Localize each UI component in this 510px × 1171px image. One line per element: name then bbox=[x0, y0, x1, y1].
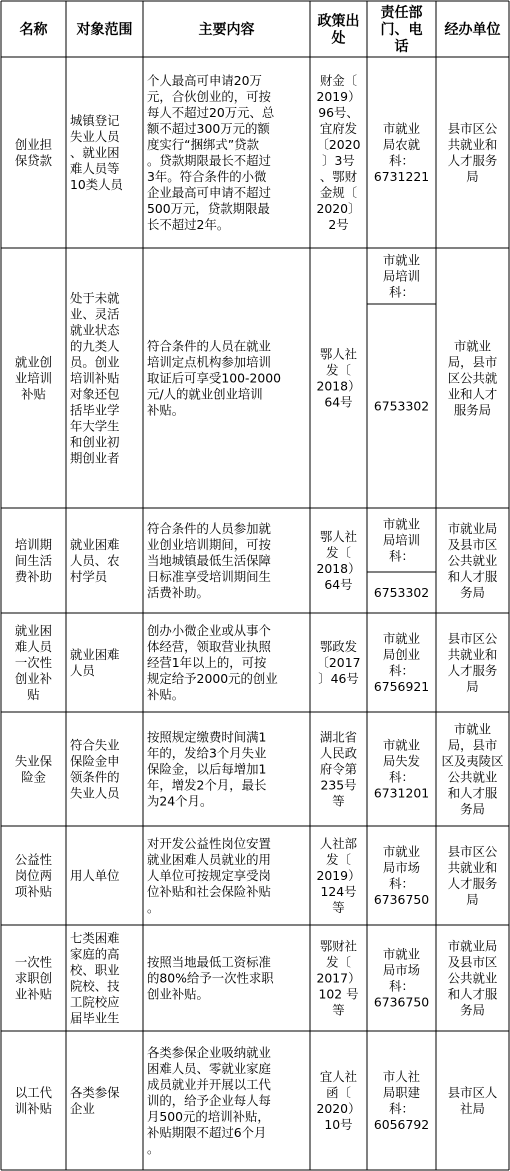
scope-cell bbox=[70, 868, 120, 883]
agency-cell-line: 共就业和 bbox=[447, 859, 498, 875]
dept-phone-cell-line: 6753302 bbox=[373, 398, 430, 414]
agency-cell-line: 市就业 bbox=[453, 721, 492, 737]
dept-cell-line: 局市场 bbox=[382, 859, 421, 875]
dept-cell bbox=[374, 1069, 429, 1132]
policy-cell-line: 财金〔 bbox=[319, 72, 358, 88]
name-cell-line: 补贴 bbox=[21, 386, 46, 402]
agency-cell-line: 共就业和 bbox=[447, 136, 498, 152]
header-label: 名称 bbox=[19, 22, 48, 38]
scope-cell-line: 符合失业 bbox=[70, 737, 120, 753]
header-cell bbox=[199, 21, 255, 38]
content-cell-line: 月500元的培训补贴， bbox=[147, 1108, 270, 1124]
content-cell-line: 度实行“捆绑式”贷款 bbox=[147, 136, 259, 152]
scope-cell bbox=[70, 290, 120, 465]
name-cell-line: 就业创 bbox=[14, 354, 53, 370]
policy-cell-line: 人民政 bbox=[319, 745, 358, 761]
policy-cell bbox=[317, 836, 361, 915]
dept-cell-line: 市就业 bbox=[382, 630, 421, 646]
scope-cell-line: 人员、农 bbox=[70, 552, 120, 568]
name-cell-line: 险金 bbox=[21, 769, 46, 785]
scope-cell-line: 七类困难 bbox=[70, 930, 120, 946]
content-cell-line: 补贴。 bbox=[147, 686, 185, 702]
name-cell-line: 难人员 bbox=[14, 638, 53, 654]
content-cell-line: 。 bbox=[147, 899, 160, 915]
scope-cell bbox=[70, 1085, 120, 1116]
agency-cell bbox=[448, 121, 498, 184]
content-cell bbox=[147, 1045, 272, 1156]
policy-cell-line: 2018） bbox=[316, 560, 361, 576]
dept-cell-line: 市就业 bbox=[382, 946, 421, 962]
scope-cell-line: 工院校应 bbox=[70, 994, 120, 1010]
name-cell-line: 一次性 bbox=[14, 954, 53, 970]
header-cell bbox=[445, 21, 501, 38]
dept-cell bbox=[383, 252, 421, 299]
scope-cell-line: 人员 bbox=[70, 662, 95, 678]
dept-cell-line: 6056792 bbox=[373, 1116, 430, 1132]
policy-cell-line: 鄂政发 bbox=[319, 638, 358, 654]
content-cell-line: 。 bbox=[147, 1140, 160, 1156]
policy-cell-line: 鄂人社 bbox=[319, 346, 358, 362]
content-cell-line: 各类参保企业吸纳就业 bbox=[147, 1044, 271, 1060]
scope-cell-line: 校、职业 bbox=[70, 962, 120, 978]
agency-cell-line: 服务局 bbox=[453, 402, 492, 418]
policy-cell-line: 鄂人社 bbox=[319, 528, 358, 544]
content-cell-line: 年的，发给3个月失业 bbox=[147, 745, 267, 761]
content-cell-line: 补贴。 bbox=[147, 402, 185, 418]
content-cell-line: 符合条件的人员参加就 bbox=[147, 520, 271, 536]
policy-cell-line: 宜人社 bbox=[319, 1068, 358, 1084]
dept-cell-line: 局培训 bbox=[382, 268, 421, 284]
policy-cell-line: 、鄂财 bbox=[319, 168, 358, 184]
header-cell bbox=[381, 4, 423, 55]
content-cell bbox=[147, 623, 278, 702]
scope-cell-line: 员。创业 bbox=[70, 354, 120, 370]
agency-cell-line: 市就业局 bbox=[447, 520, 498, 536]
scope-cell bbox=[70, 113, 125, 192]
content-cell-line: 体经营，领取营业执照 bbox=[147, 638, 271, 654]
dept-phone-cell bbox=[374, 398, 429, 413]
content-cell-line: 训的，给予企业每人每 bbox=[147, 1092, 271, 1108]
dept-cell-line: 科： bbox=[389, 1100, 414, 1116]
name-cell-line: 岗位两 bbox=[14, 867, 53, 883]
content-cell-line: 培训定点机构参加培训 bbox=[147, 354, 271, 370]
agency-cell-line: 公共就业 bbox=[447, 552, 498, 568]
dept-phone-cell-line: 6753302 bbox=[373, 584, 430, 600]
scope-cell-line: 业、灵活 bbox=[70, 306, 120, 322]
content-cell-line: 对开发公益性岗位安置 bbox=[147, 835, 271, 851]
header-label: 处 bbox=[331, 30, 346, 47]
content-cell-line: 人单位可按规定享受岗 bbox=[147, 867, 271, 883]
content-cell-line: 日标准享受培训期间生 bbox=[147, 568, 271, 584]
policy-cell-line: 湖北省 bbox=[319, 729, 358, 745]
header-cell bbox=[20, 21, 49, 38]
policy-cell-line: 〕3号 bbox=[322, 152, 355, 168]
scope-cell-line: 领条件的 bbox=[70, 769, 120, 785]
content-cell-line: 企业最高可申请不超过 bbox=[147, 184, 271, 200]
agency-cell-line: 县市区公 bbox=[447, 843, 498, 859]
policy-cell-line: 10号 bbox=[324, 1116, 353, 1132]
agency-cell-line: 务局 bbox=[460, 801, 485, 817]
content-cell-line: 保险金，以后每增加1 bbox=[147, 761, 267, 777]
scope-cell-line: 培训补贴 bbox=[70, 370, 120, 386]
content-cell bbox=[147, 338, 281, 417]
agency-cell-line: 局 bbox=[466, 168, 479, 184]
policy-cell-line: 等 bbox=[332, 1002, 345, 1018]
content-cell-line: 经营1年以上的，可按 bbox=[147, 654, 267, 670]
dept-cell-line: 局创业 bbox=[382, 646, 421, 662]
scope-cell-line: 用人单位 bbox=[70, 867, 120, 883]
agency-cell-line: 和人才服 bbox=[447, 785, 498, 801]
agency-cell-line: 区及夷陵区 bbox=[441, 753, 504, 769]
policy-cell-line: 〔2017 bbox=[316, 654, 361, 670]
dept-cell-line: 局市场 bbox=[382, 962, 421, 978]
dept-cell bbox=[383, 516, 421, 563]
name-cell-line: 创业担 bbox=[14, 136, 53, 152]
content-cell-line: 的80%给予一次性求职 bbox=[147, 970, 274, 986]
content-cell bbox=[147, 521, 272, 600]
name-cell-line: 就业困 bbox=[14, 622, 53, 638]
policy-cell bbox=[317, 1069, 361, 1132]
header-label: 经办单位 bbox=[444, 22, 501, 38]
dept-cell bbox=[374, 631, 429, 694]
policy-cell-line: 2020） bbox=[316, 1100, 361, 1116]
dept-cell-line: 科： bbox=[389, 662, 414, 678]
scope-cell-line: 村学员 bbox=[70, 568, 108, 584]
agency-cell-line: 县市区公 bbox=[447, 630, 498, 646]
content-cell-line: 500万元，贷款期限最 bbox=[147, 200, 270, 216]
content-cell-line: 长不超过2年。 bbox=[147, 216, 230, 232]
dept-phone-cell bbox=[374, 585, 429, 600]
name-cell-line: 间生活 bbox=[14, 552, 53, 568]
name-cell bbox=[15, 852, 53, 899]
content-cell-line: 。贷款期限最长不超过 bbox=[147, 152, 271, 168]
dept-cell-line: 市就业 bbox=[382, 120, 421, 136]
agency-cell-line: 局，县市 bbox=[447, 354, 498, 370]
content-cell-line: 困难人员、零就业家庭 bbox=[147, 1060, 271, 1076]
scope-cell-line: 期创业者 bbox=[70, 450, 120, 466]
policy-cell-line: 等 bbox=[332, 899, 345, 915]
agency-cell bbox=[448, 521, 498, 600]
content-cell-line: 当地城镇最低生活保障 bbox=[147, 552, 271, 568]
dept-cell-line: 市就业 bbox=[382, 843, 421, 859]
name-cell-line: 公益性 bbox=[14, 851, 53, 867]
agency-cell-line: 务局 bbox=[460, 584, 485, 600]
name-cell bbox=[15, 954, 53, 1001]
dept-cell-line: 6731201 bbox=[373, 785, 430, 801]
policy-cell bbox=[317, 73, 361, 232]
agency-cell-line: 人才服务 bbox=[447, 662, 498, 678]
policy-cell-line: 235号 bbox=[320, 777, 357, 793]
content-cell-line: 为24个月。 bbox=[147, 793, 213, 809]
name-cell-line: 费补助 bbox=[14, 568, 53, 584]
policy-cell bbox=[317, 938, 361, 1017]
name-cell-line: 训补贴 bbox=[14, 1100, 53, 1116]
name-cell-line: 失业保 bbox=[14, 753, 53, 769]
dept-cell-line: 6756921 bbox=[373, 678, 430, 694]
content-cell-line: 每人不超过20万元、总 bbox=[147, 104, 275, 120]
policy-cell-line: 124号 bbox=[320, 883, 357, 899]
content-cell-line: 符合条件的人员在就业 bbox=[147, 338, 271, 354]
policy-cell-line: 〕46号 bbox=[318, 670, 359, 686]
agency-cell-line: 局 bbox=[466, 891, 479, 907]
name-cell-line: 求职创 bbox=[14, 970, 53, 986]
content-cell-line: 就业困难人员就业的用 bbox=[147, 851, 271, 867]
name-cell-line: 业培训 bbox=[14, 370, 53, 386]
content-cell-line: 元/人的就业创业培训 bbox=[147, 386, 263, 402]
scope-cell-line: 届毕业生 bbox=[70, 1010, 120, 1026]
agency-cell-line: 人才服务 bbox=[447, 152, 498, 168]
policy-cell bbox=[317, 529, 361, 592]
scope-cell-line: 难人员等 bbox=[70, 160, 120, 176]
policy-cell-line: 102 号 bbox=[318, 986, 359, 1002]
content-cell-line: 年，增发2个月，最长 bbox=[147, 777, 267, 793]
content-cell bbox=[147, 836, 271, 915]
scope-cell-line: 院校、技 bbox=[70, 978, 120, 994]
header-label: 对象范围 bbox=[76, 22, 133, 38]
content-cell-line: 规定给予2000元的创业 bbox=[147, 670, 278, 686]
dept-cell bbox=[374, 737, 429, 800]
scope-cell-line: 、就业困 bbox=[70, 144, 120, 160]
content-cell-line: 补贴期限不超过6个月 bbox=[147, 1124, 267, 1140]
dept-cell-line: 局职建 bbox=[382, 1084, 421, 1100]
agency-cell bbox=[448, 338, 498, 417]
agency-cell bbox=[448, 631, 498, 694]
scope-cell bbox=[70, 647, 120, 678]
policy-cell-line: 2号 bbox=[328, 216, 349, 232]
dept-cell-line: 科： bbox=[389, 548, 414, 564]
name-cell-line: 创业补 bbox=[14, 670, 53, 686]
agency-cell-line: 社局 bbox=[460, 1100, 485, 1116]
header-label: 政策出 bbox=[317, 13, 360, 30]
scope-cell-line: 失业人员 bbox=[70, 128, 120, 144]
policy-cell-line: 〔2020 bbox=[316, 136, 361, 152]
scope-cell-line: 处于未就 bbox=[70, 290, 120, 306]
header-label: 话 bbox=[394, 39, 409, 55]
dept-cell bbox=[374, 946, 429, 1009]
scope-cell-line: 就业困难 bbox=[70, 646, 120, 662]
agency-cell-line: 和人才服 bbox=[447, 568, 498, 584]
policy-cell-line: 2017） bbox=[316, 970, 361, 986]
agency-cell-line: 及县市区 bbox=[447, 536, 498, 552]
agency-cell-line: 和人才服 bbox=[447, 986, 498, 1002]
agency-cell-line: 公共就业 bbox=[447, 769, 498, 785]
name-cell-line: 贴 bbox=[27, 686, 40, 702]
name-cell bbox=[15, 623, 54, 702]
policy-cell-line: 发〔 bbox=[326, 544, 351, 560]
agency-cell-line: 及县市区 bbox=[447, 954, 498, 970]
dept-cell-line: 市就业 bbox=[382, 516, 421, 532]
agency-cell bbox=[448, 1085, 498, 1116]
dept-cell-line: 科： bbox=[389, 284, 414, 300]
dept-cell bbox=[374, 844, 429, 907]
scope-cell-line: 对象还包 bbox=[70, 386, 120, 402]
dept-cell-line: 6736750 bbox=[373, 891, 430, 907]
header-cell bbox=[318, 13, 360, 47]
scope-cell-line: 10类人员 bbox=[70, 176, 123, 192]
content-cell-line: 创业补贴。 bbox=[147, 986, 209, 1002]
policy-cell bbox=[320, 729, 358, 808]
dept-cell-line: 局失发 bbox=[382, 753, 421, 769]
policy-cell-line: 函〔 bbox=[326, 1084, 351, 1100]
policy-cell-line: 发〔 bbox=[326, 362, 351, 378]
dept-cell-line: 6731221 bbox=[373, 168, 430, 184]
agency-cell bbox=[448, 938, 498, 1017]
policy-cell-line: 2019） bbox=[316, 867, 361, 883]
name-cell-line: 以工代 bbox=[14, 1084, 53, 1100]
scope-cell-line: 城镇登记 bbox=[70, 112, 120, 128]
scope-cell-line: 保险金申 bbox=[70, 753, 120, 769]
scope-cell-line: 家庭的高 bbox=[70, 946, 120, 962]
name-cell bbox=[15, 354, 52, 401]
agency-cell-line: 务局 bbox=[460, 1002, 485, 1018]
agency-cell bbox=[448, 844, 498, 907]
dept-cell-line: 市就业 bbox=[382, 252, 421, 268]
scope-cell-line: 失业人员 bbox=[70, 785, 120, 801]
agency-cell bbox=[442, 721, 504, 816]
dept-cell-line: 局农就 bbox=[382, 136, 421, 152]
scope-cell-line: 的九类人 bbox=[70, 338, 120, 354]
policy-cell-line: 96号、 bbox=[318, 104, 359, 120]
name-cell bbox=[15, 537, 52, 584]
scope-cell-line: 就业困难 bbox=[70, 536, 120, 552]
agency-cell-line: 市就业 bbox=[453, 338, 492, 354]
policy-cell-line: 2019） bbox=[316, 88, 361, 104]
policy-cell-line: 人社部 bbox=[319, 835, 358, 851]
scope-cell-line: 括毕业学 bbox=[70, 402, 120, 418]
content-cell-line: 创办小微企业或从事个 bbox=[147, 622, 271, 638]
name-cell bbox=[15, 1085, 53, 1116]
content-cell-line: 元，合伙创业的，可按 bbox=[147, 88, 271, 104]
table-cells bbox=[15, 4, 504, 1156]
agency-cell-line: 业和人才 bbox=[447, 386, 498, 402]
scope-cell-line: 和创业初 bbox=[70, 434, 120, 450]
agency-cell-line: 县市区公 bbox=[447, 120, 498, 136]
policy-cell-line: 金规〔 bbox=[319, 184, 358, 200]
dept-cell-line: 市就业 bbox=[382, 737, 421, 753]
dept-cell-line: 科： bbox=[389, 769, 414, 785]
content-cell-line: 额不超过300万元的额 bbox=[147, 120, 270, 136]
scope-cell bbox=[70, 930, 120, 1025]
dept-cell-line: 市人社 bbox=[382, 1068, 421, 1084]
content-cell-line: 位补贴和社会保险补贴 bbox=[147, 883, 271, 899]
dept-cell-line: 科： bbox=[389, 875, 414, 891]
policy-cell-line: 2020〕 bbox=[316, 200, 361, 216]
name-cell-line: 培训期 bbox=[14, 536, 53, 552]
policy-cell-line: 64号 bbox=[324, 576, 353, 592]
dept-cell-line: 6736750 bbox=[373, 994, 430, 1010]
content-cell-line: 成员就业并开展以工代 bbox=[147, 1076, 271, 1092]
scope-cell-line: 企业 bbox=[70, 1100, 95, 1116]
content-cell-line: 按照规定缴费时间满1 bbox=[147, 729, 267, 745]
scope-cell-line: 就业状态 bbox=[70, 322, 120, 338]
policy-cell-line: 64号 bbox=[324, 394, 353, 410]
header-label: 责任部 bbox=[380, 5, 423, 21]
name-cell-line: 业补贴 bbox=[14, 986, 53, 1002]
header-label: 主要内容 bbox=[198, 22, 255, 38]
policy-cell bbox=[317, 639, 361, 686]
agency-cell-line: 共就业和 bbox=[447, 646, 498, 662]
policy-cell-line: 发〔 bbox=[326, 954, 351, 970]
content-cell-line: 业创业培训期间，可按 bbox=[147, 536, 271, 552]
policy-cell bbox=[317, 346, 361, 409]
policy-cell-line: 发〔 bbox=[326, 851, 351, 867]
dept-cell-line: 科： bbox=[389, 978, 414, 994]
content-cell-line: 按照当地最低工资标准 bbox=[147, 954, 271, 970]
dept-cell bbox=[374, 121, 429, 184]
agency-cell-line: 局，县市 bbox=[447, 737, 498, 753]
agency-cell-line: 公共就业 bbox=[447, 970, 498, 986]
policy-cell-line: 鄂财社 bbox=[319, 938, 358, 954]
scope-cell bbox=[70, 537, 120, 584]
content-cell-line: 个人最高可申请20万 bbox=[147, 72, 262, 88]
content-cell bbox=[147, 954, 274, 1001]
name-cell-line: 保贷款 bbox=[14, 152, 53, 168]
content-cell bbox=[147, 73, 275, 232]
name-cell-line: 项补贴 bbox=[14, 883, 53, 899]
content-cell-line: 3年。符合条件的小微 bbox=[147, 168, 267, 184]
policy-cell-line: 等 bbox=[332, 793, 345, 809]
dept-cell-line: 局培训 bbox=[382, 532, 421, 548]
name-cell bbox=[15, 753, 53, 784]
content-cell-line: 活费补助。 bbox=[147, 584, 209, 600]
agency-cell-line: 人才服务 bbox=[447, 875, 498, 891]
content-cell-line: 取证后可享受100-2000 bbox=[147, 370, 281, 386]
policy-cell-line: 府令第 bbox=[319, 761, 358, 777]
scope-cell-line: 年大学生 bbox=[70, 418, 120, 434]
name-cell-line: 一次性 bbox=[14, 654, 53, 670]
header-cell bbox=[76, 21, 133, 38]
policy-cell-line: 2018） bbox=[316, 378, 361, 394]
scope-cell-line: 各类参保 bbox=[70, 1084, 120, 1100]
agency-cell-line: 局 bbox=[466, 678, 479, 694]
agency-cell-line: 县市区人 bbox=[447, 1084, 498, 1100]
agency-cell-line: 区公共就 bbox=[447, 370, 498, 386]
policy-cell-line: 宜府发 bbox=[319, 120, 358, 136]
header-label: 门、电 bbox=[380, 22, 423, 38]
agency-cell-line: 市就业局 bbox=[447, 938, 498, 954]
name-cell bbox=[15, 137, 53, 168]
dept-cell-line: 科： bbox=[389, 152, 414, 168]
content-cell bbox=[147, 729, 267, 808]
scope-cell bbox=[70, 737, 121, 800]
